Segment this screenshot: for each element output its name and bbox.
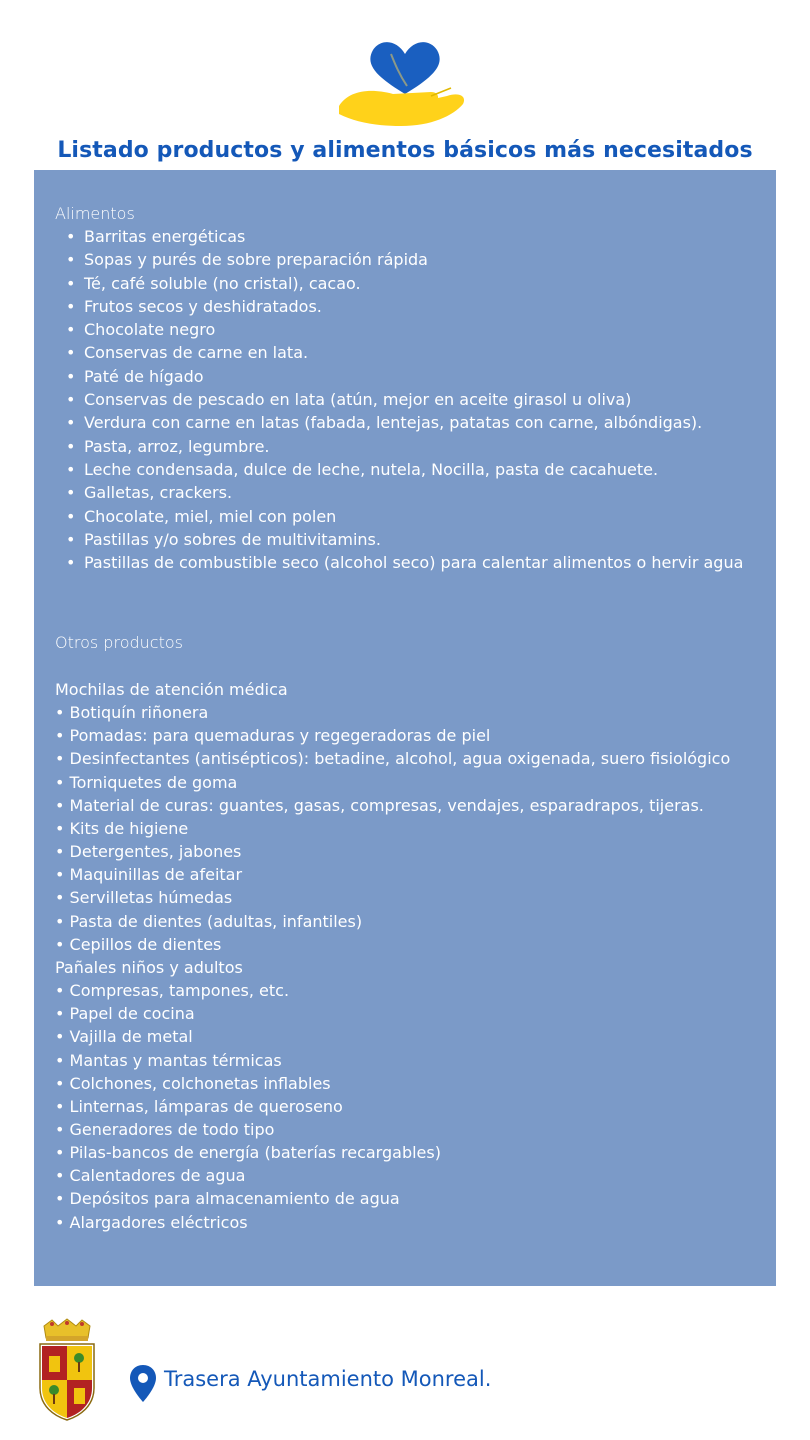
list-item: • Pasta de dientes (adultas, infantiles) [55,911,363,931]
list-item: • Calentadores de agua [55,1166,246,1186]
list-item: • Pomadas: para quemaduras y regegeradoras de piel [55,726,491,746]
list-item: • Pilas-bancos de energía (baterías recargables) [55,1143,441,1163]
list-item: • Desinfectantes (antisépticos): betadine, alcohol, agua oxigenada, suero fisiológico [55,749,731,769]
list-item: • Galletas, crackers. [66,481,766,504]
list-item: • Depósitos para almacenamiento de agua [55,1189,400,1209]
list-item: • Sopas y purés de sobre preparación rápida [66,248,766,271]
list-item: • Chocolate negro [66,318,766,341]
list-item: • Servilletas húmedas [55,888,233,908]
list-item: • Verdura con carne en latas (fabada, lentejas, patatas con carne, albóndigas). [66,411,766,434]
products-panel [34,170,776,1286]
list-item: • Linternas, lámparas de queroseno [55,1096,343,1116]
food-list [66,225,766,574]
list-item: • Material de curas: guantes, gasas, compresas, vendajes, esparadrapos, tijeras. [55,795,704,815]
location-text: Trasera Ayuntamiento Monreal. [164,1367,492,1391]
list-item: • Té, café soluble (no cristal), cacao. [66,272,766,295]
list-item: • Pasta, arroz, legumbre. [66,435,766,458]
other-list [55,678,770,1234]
list-item: • Botiquín riñonera [55,703,209,723]
food-section-label: Alimentos [55,204,135,223]
list-item: • Conservas de pescado en lata (atún, mejor en aceite girasol u oliva) [66,388,766,411]
other-section-label: Otros productos [55,633,183,652]
list-item: • Paté de hígado [66,365,766,388]
list-item: • Leche condensada, dulce de leche, nutela, Nocilla, pasta de cacahuete. [66,458,766,481]
list-item: • Cepillos de dientes [55,934,222,954]
list-item: • Compresas, tampones, etc. [55,981,290,1001]
location-pin-icon [128,1364,158,1404]
coat-of-arms-icon [36,1318,98,1422]
list-item: • Vajilla de metal [55,1027,193,1047]
list-item: • Detergentes, jabones [55,842,242,862]
list-item: • Kits de higiene [55,818,189,838]
heart-hand-icon [335,34,475,130]
list-item: • Conservas de carne en lata. [66,341,766,364]
list-item: Mochilas de atención médica [55,680,288,699]
page-title: Listado productos y alimentos básicos más necesitados [57,138,753,163]
list-item: • Mantas y mantas térmicas [55,1050,282,1070]
list-item: • Frutos secos y deshidratados. [66,295,766,318]
list-item: • Papel de cocina [55,1004,195,1024]
list-item: • Pastillas y/o sobres de multivitamins. [66,528,766,551]
list-item: • Barritas energéticas [66,225,766,248]
list-item: • Generadores de todo tipo [55,1119,275,1139]
list-item: • Chocolate, miel, miel con polen [66,505,766,528]
list-item: • Colchones, colchonetas inflables [55,1073,331,1093]
list-item: • Maquinillas de afeitar [55,865,243,885]
list-item: • Alargadores eléctricos [55,1212,248,1232]
list-item: • Pastillas de combustible seco (alcohol seco) para calentar alimentos o hervir agua [66,551,766,574]
list-item: Pañales niños y adultos [55,957,243,977]
list-item: • Torniquetes de goma [55,772,238,792]
